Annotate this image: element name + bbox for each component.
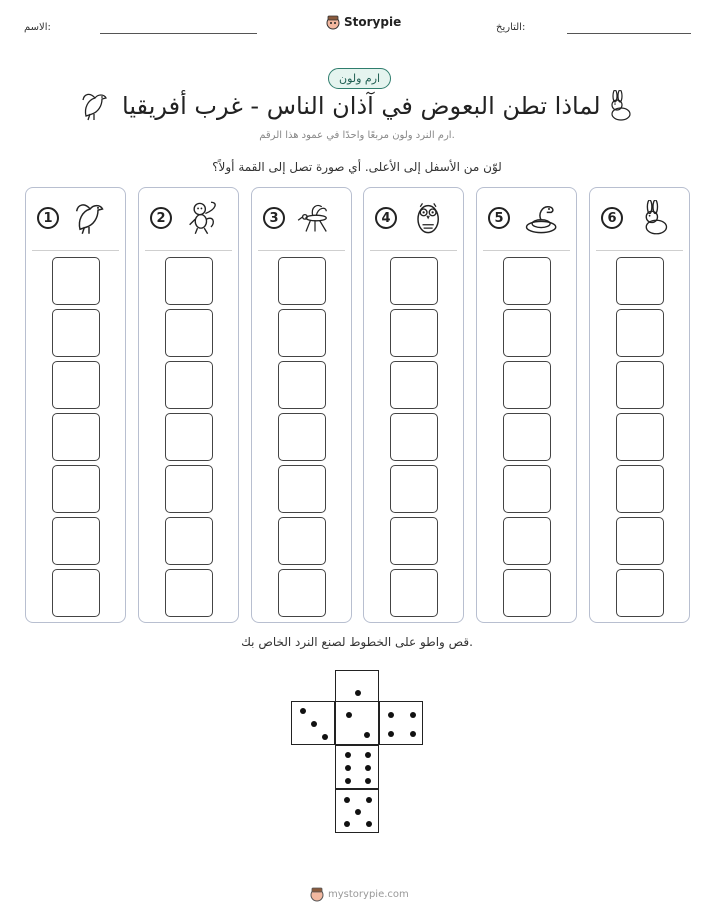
storypie-mascot-icon (326, 14, 340, 30)
footer-url: mystorypie.com (328, 888, 409, 900)
race-column-6 (589, 187, 690, 623)
race-column-5 (476, 187, 577, 623)
color-square[interactable] (52, 569, 100, 617)
color-square[interactable] (616, 309, 664, 357)
die-pip (410, 731, 416, 737)
die-pip (366, 797, 372, 803)
color-square[interactable] (616, 257, 664, 305)
die-pip (300, 708, 306, 714)
date-line[interactable] (567, 33, 691, 34)
die-face-2 (335, 701, 379, 745)
die-pip (355, 809, 361, 815)
footer (310, 886, 409, 902)
color-square[interactable] (165, 309, 213, 357)
race-column-4 (363, 187, 464, 623)
die-pip (311, 721, 317, 727)
rabbit-icon (604, 90, 634, 122)
column-divider (32, 250, 119, 251)
dice-instruction: قص واطو على الخطوط لصنع النرد الخاص بك. (241, 635, 473, 649)
name-line[interactable] (100, 33, 257, 34)
brand-name: Storypie (344, 15, 402, 29)
color-square[interactable] (503, 309, 551, 357)
die-pip (355, 690, 361, 696)
race-column-2 (138, 187, 239, 623)
color-square[interactable] (616, 465, 664, 513)
die-pip (388, 712, 394, 718)
column-divider (596, 250, 683, 251)
die-face-4 (379, 701, 423, 745)
page-subtitle: ارم النرد ولون مربعًا واحدًا في عمود هذا الرقم. (259, 130, 455, 141)
color-square[interactable] (616, 413, 664, 461)
bird-icon (80, 90, 110, 122)
color-square[interactable] (278, 569, 326, 617)
die-pip (388, 731, 394, 737)
die-pip (344, 821, 350, 827)
die-face-6 (335, 745, 379, 789)
color-square[interactable] (390, 309, 438, 357)
die-face-5 (335, 789, 379, 833)
color-square[interactable] (503, 569, 551, 617)
die-pip (364, 732, 370, 738)
color-square[interactable] (165, 517, 213, 565)
column-number: 4 (375, 207, 397, 229)
rabbit-icon (635, 200, 671, 236)
die-pip (322, 734, 328, 740)
color-square[interactable] (52, 517, 100, 565)
color-square[interactable] (390, 413, 438, 461)
column-divider (145, 250, 232, 251)
die-pip (365, 752, 371, 758)
column-number: 3 (263, 207, 285, 229)
die-pip (346, 712, 352, 718)
race-column-3 (251, 187, 352, 623)
color-square[interactable] (390, 257, 438, 305)
color-square[interactable] (390, 361, 438, 409)
color-square[interactable] (390, 465, 438, 513)
color-square[interactable] (278, 517, 326, 565)
color-square[interactable] (278, 257, 326, 305)
die-pip (345, 778, 351, 784)
column-number: 2 (150, 207, 172, 229)
color-square[interactable] (165, 413, 213, 461)
race-instruction: لوّن من الأسفل إلى الأعلى. أي صورة تصل إلى القمة أولاً؟ (212, 160, 502, 174)
color-square[interactable] (165, 465, 213, 513)
column-divider (483, 250, 570, 251)
color-square[interactable] (52, 465, 100, 513)
color-square[interactable] (52, 413, 100, 461)
die-pip (410, 712, 416, 718)
die-pip (345, 765, 351, 771)
die-pip (365, 765, 371, 771)
color-square[interactable] (390, 569, 438, 617)
color-square[interactable] (390, 517, 438, 565)
color-square[interactable] (165, 361, 213, 409)
activity-badge: ارم ولون (328, 68, 391, 89)
color-square[interactable] (616, 517, 664, 565)
column-number: 6 (601, 207, 623, 229)
color-square[interactable] (503, 413, 551, 461)
color-square[interactable] (616, 569, 664, 617)
bird-icon (71, 200, 107, 236)
owl-icon (409, 200, 445, 236)
name-label: الاسم: (24, 22, 51, 33)
date-label: التاريخ: (496, 22, 526, 33)
mosquito-icon (297, 200, 333, 236)
die-pip (344, 797, 350, 803)
die-pip (365, 778, 371, 784)
snake-icon (522, 200, 558, 236)
color-square[interactable] (278, 361, 326, 409)
color-square[interactable] (165, 569, 213, 617)
storypie-logo (326, 14, 401, 30)
die-pip (366, 821, 372, 827)
die-pip (345, 752, 351, 758)
color-square[interactable] (52, 257, 100, 305)
color-square[interactable] (52, 361, 100, 409)
color-square[interactable] (616, 361, 664, 409)
page-title: لماذا تطن البعوض في آذان الناس - غرب أفريقيا (122, 92, 601, 120)
color-square[interactable] (278, 309, 326, 357)
race-column-1 (25, 187, 126, 623)
storypie-mascot-icon (310, 886, 324, 902)
column-number: 5 (488, 207, 510, 229)
column-number: 1 (37, 207, 59, 229)
color-square[interactable] (278, 465, 326, 513)
monkey-icon (184, 200, 220, 236)
column-divider (258, 250, 345, 251)
color-square[interactable] (503, 361, 551, 409)
color-square[interactable] (165, 257, 213, 305)
color-square[interactable] (503, 517, 551, 565)
color-square[interactable] (503, 465, 551, 513)
color-square[interactable] (278, 413, 326, 461)
color-square[interactable] (503, 257, 551, 305)
color-square[interactable] (52, 309, 100, 357)
die-face-3 (291, 701, 335, 745)
column-divider (370, 250, 457, 251)
